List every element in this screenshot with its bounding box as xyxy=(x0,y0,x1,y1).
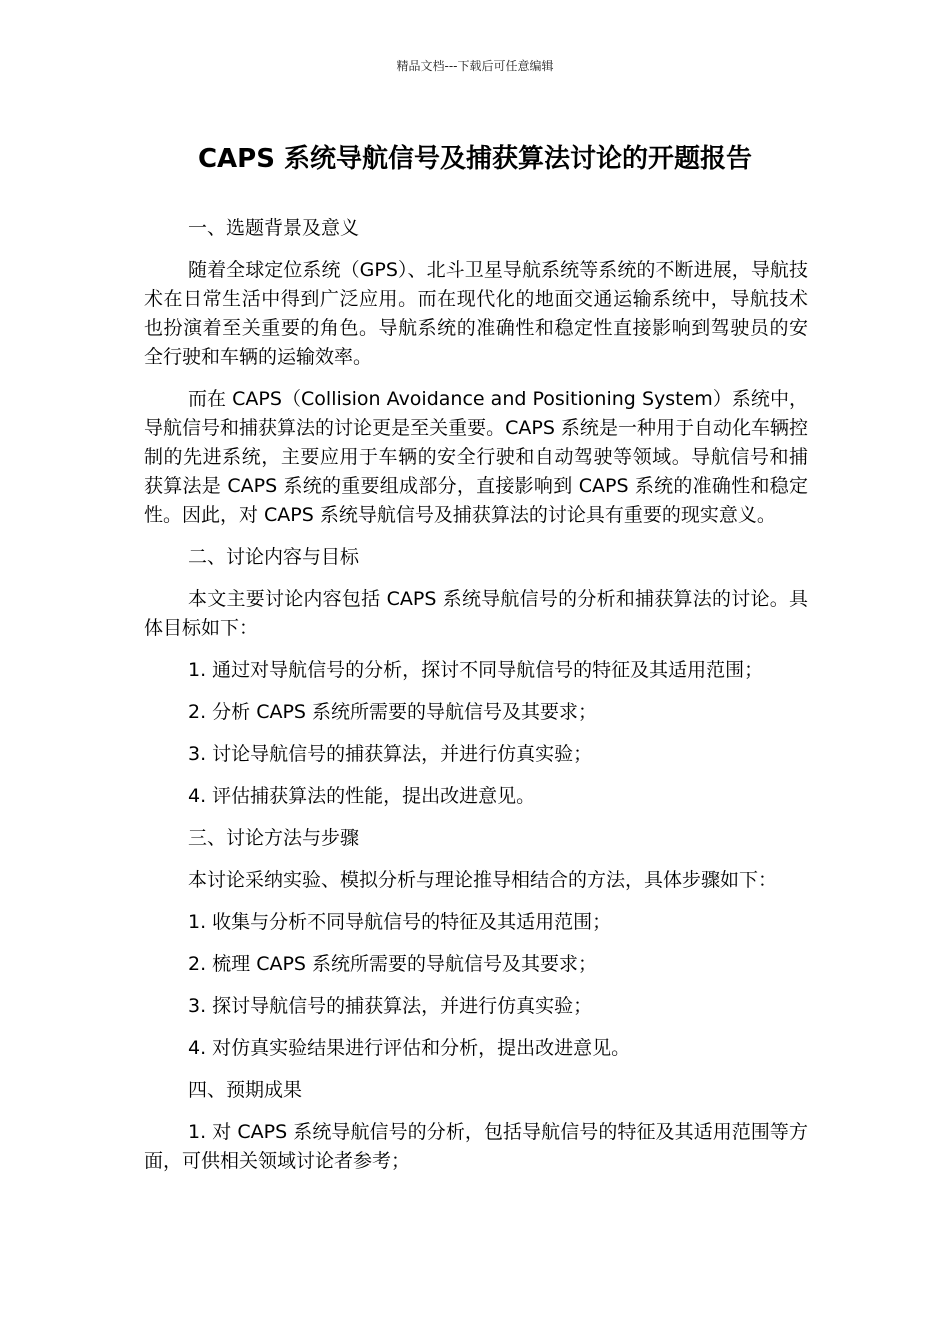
section-heading-outcome: 四、预期成果 xyxy=(188,1079,303,1101)
list-item-step-2: 2. 梳理 CAPS 系统所需要的导航信号及其要求； xyxy=(188,953,598,975)
section-heading-background: 一、选题背景及意义 xyxy=(188,217,360,239)
list-item-step-1: 1. 收集与分析不同导航信号的特征及其适用范围； xyxy=(188,911,612,933)
list-item-goal-3: 3. 讨论导航信号的捕获算法，并进行仿真实验； xyxy=(188,743,593,765)
page-header: 精品文档---下载后可任意编辑 xyxy=(396,59,554,73)
list-item-goal-2: 2. 分析 CAPS 系统所需要的导航信号及其要求； xyxy=(188,701,598,723)
list-item-goal-4: 4. 评估捕获算法的性能，提出改进意见。 xyxy=(188,785,536,807)
paragraph-background-1: 随着全球定位系统（GPS）、北斗卫星导航系统等系统的不断进展，导航技术在日常生活中得到广泛应用。而在现代化的地面交通运输系统中，导航技术也扮演着至关重要的角色。导航系统的准确性和稳定性直接影响到驾驶员的安全行驶和车辆的运输效率。 xyxy=(144,259,808,368)
document-title: CAPS 系统导航信号及捕获算法讨论的开题报告 xyxy=(197,144,753,174)
paragraph-content-intro: 本文主要讨论内容包括 CAPS 系统导航信号的分析和捕获算法的讨论。具体目标如下： xyxy=(144,588,808,639)
list-item-outcome-1: 1. 对 CAPS 系统导航信号的分析，包括导航信号的特征及其适用范围等方面，可供相关领域讨论者参考； xyxy=(144,1121,808,1172)
paragraph-method-intro: 本讨论采纳实验、模拟分析与理论推导相结合的方法，具体步骤如下： xyxy=(188,869,778,891)
list-item-step-4: 4. 对仿真实验结果进行评估和分析，提出改进意见。 xyxy=(188,1037,631,1059)
paragraph-background-2: 而在 CAPS（Collision Avoidance and Positioning System）系统中，导航信号和捕获算法的讨论更是至关重要。CAPS 系统是一种用于自动化车辆控制的先进系统，主要应用于车辆的安全行驶和自动驾驶等领域。导航信号和捕获算法是 CAPS 系统的重要组成部分，直接影响到 CAPS 系统的准确性和稳定性。因此，对 CAPS 系统导航信号及捕获算法的讨论具有重要的现实意义。 xyxy=(144,388,808,526)
list-item-step-3: 3. 探讨导航信号的捕获算法，并进行仿真实验； xyxy=(188,995,593,1017)
section-heading-method: 三、讨论方法与步骤 xyxy=(188,827,360,849)
section-heading-content: 二、讨论内容与目标 xyxy=(188,546,360,568)
list-item-goal-1: 1. 通过对导航信号的分析，探讨不同导航信号的特征及其适用范围； xyxy=(188,659,764,681)
document-body xyxy=(144,214,808,1189)
